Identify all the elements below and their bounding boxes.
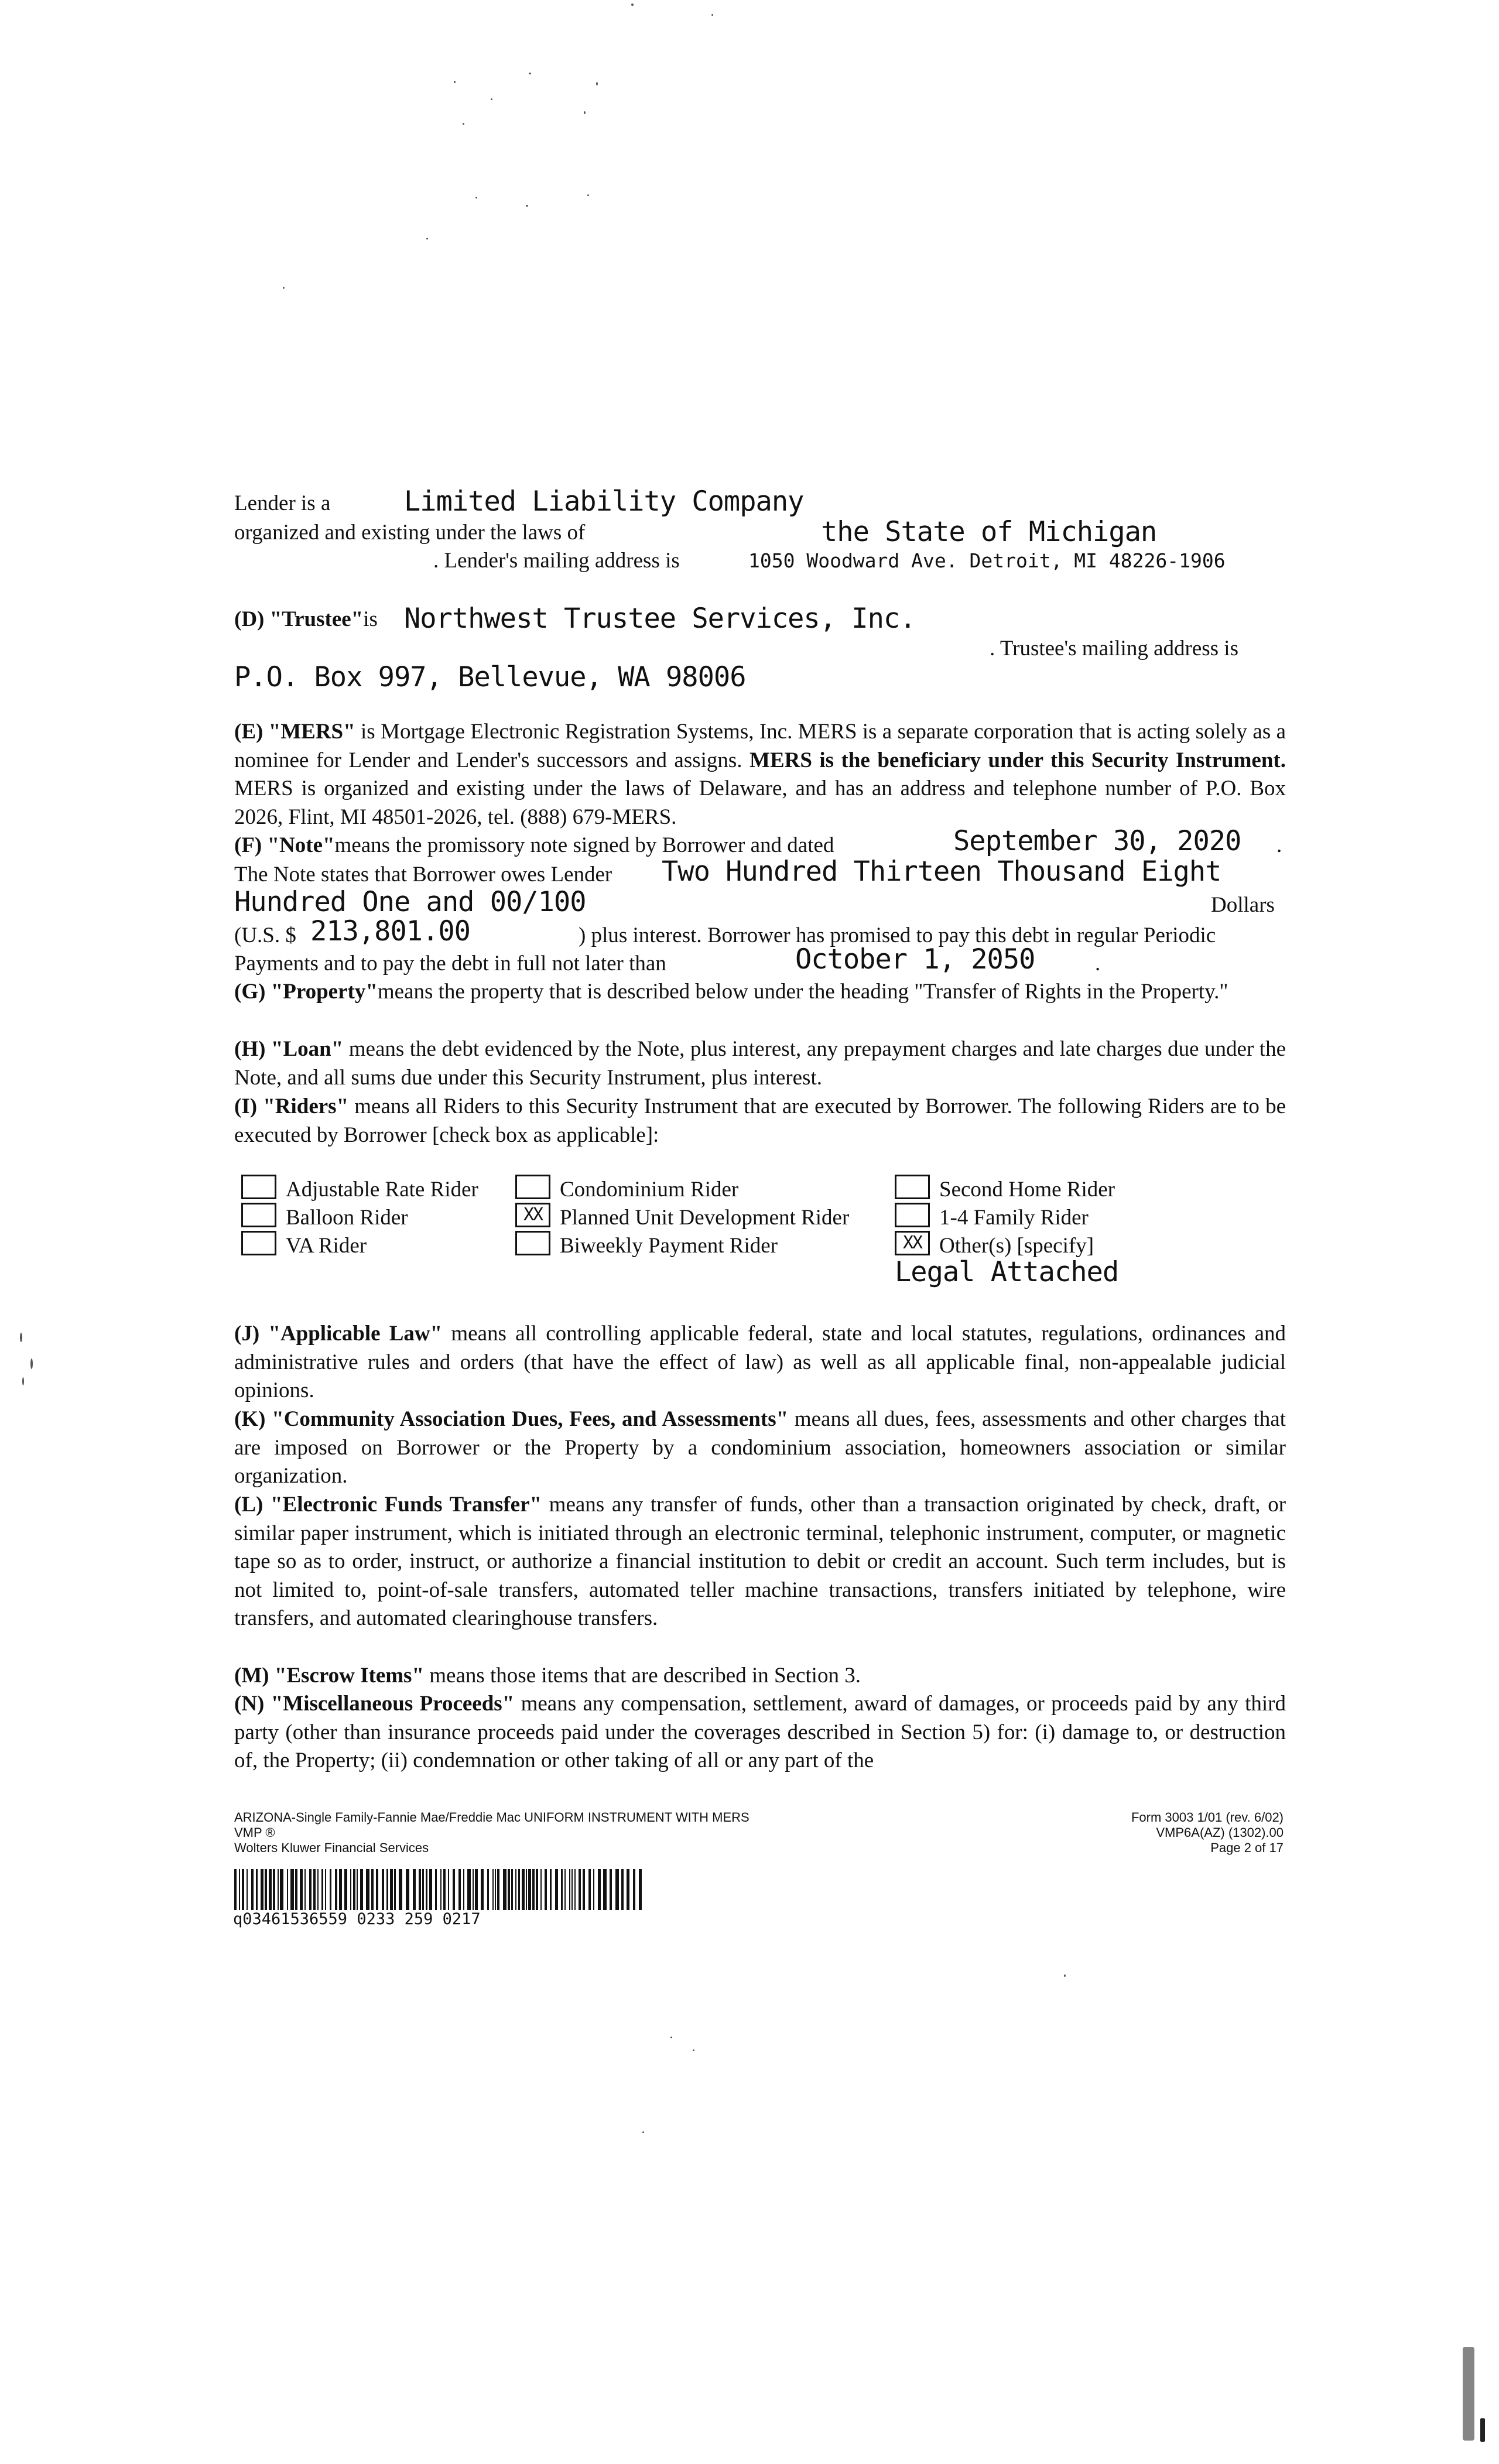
barcode-bar [357,1869,358,1910]
barcode-bar [458,1869,461,1910]
trustee-is-label: is [363,607,378,631]
barcode-bar [511,1869,513,1910]
barcode-bar [526,1869,527,1910]
scan-speck [30,1358,33,1369]
barcode-bar [390,1869,393,1910]
note-text1: means the promissory note signed by Borrower and dated [334,833,834,857]
footer-publisher: Wolters Kluwer Financial Services [234,1840,429,1855]
barcode-bar [639,1869,642,1910]
barcode-bar [555,1869,558,1910]
barcode-bar [487,1869,489,1910]
barcode-bar [376,1869,378,1910]
note-date: September 30, 2020 [953,825,1241,857]
rider-label-other: Other(s) [specify] [939,1234,1094,1258]
barcode-bar [467,1869,471,1910]
barcode-bar [304,1869,306,1910]
barcode-bar [295,1869,297,1910]
scan-speck [454,81,456,83]
barcode-bar [508,1869,510,1910]
barcode-bar [627,1869,629,1910]
barcode-bar [515,1869,516,1910]
barcode-bar [360,1869,363,1910]
barcode-bar [492,1869,494,1910]
rider-label-adjustable-rate: Adjustable Rate Rider [286,1178,478,1202]
escrow-letter: (M) [234,1664,269,1688]
lender-state: the State of Michigan [821,516,1157,548]
barcode-bar [481,1869,484,1910]
note-us-label: (U.S. $ [234,923,296,947]
barcode-bar [448,1869,449,1910]
barcode-bar [550,1869,552,1910]
barcode-bar [406,1869,409,1910]
escrow-text: means those items that are described in Section 3. [424,1664,861,1688]
mers-text2: MERS is organized and existing under the laws of Delaware, and has an address and telephone number of P.O. Box 2026, Flint, MI 48501-2026, tel. (888) 679-MERS. [234,776,1286,829]
trustee-letter: (D) [234,607,265,631]
rider-label-va: VA Rider [286,1234,367,1258]
barcode-bar [545,1869,547,1910]
escrow-term: "Escrow Items" [274,1664,424,1688]
lender-is-a-label: Lender is a [234,491,331,515]
scan-speck [491,98,492,100]
misc-text: means any compensation, settlement, award of damages, or proceeds paid by any third party (other than insurance proceeds paid under the coverages described in Section 5) for: (i) damage to, or destruction of, the Property; (ii) condemnation or other taking of all or any part of the [234,1692,1286,1772]
barcode-bar [463,1869,464,1910]
scan-speck [526,205,528,207]
loan-text: means the debt evidenced by the Note, plus interest, any prepayment charges and late charges due under the Note, and all sums due under this Security Instrument, plus interest. [234,1037,1286,1090]
barcode-bar [394,1869,396,1910]
barcode-bar [588,1869,591,1910]
barcode-bar [536,1869,538,1910]
community-term: "Community Association Dues, Fees, and Assessments" [272,1407,789,1431]
riders-text: means all Riders to this Security Instrument that are executed by Borrower. The following Riders are to be executed by Borrower [check box as applicable]: [234,1094,1286,1147]
barcode-bar [475,1869,478,1910]
barcode-bar [522,1869,525,1910]
eft-term: "Electronic Funds Transfer" [270,1493,542,1517]
barcode-bar [261,1869,263,1910]
barcode-bar [290,1869,294,1910]
barcode-bar [366,1869,369,1910]
rider-checkbox-condominium[interactable] [515,1175,550,1199]
barcode-bar [615,1869,619,1910]
barcode-bar [371,1869,374,1910]
barcode-bar [247,1869,248,1910]
mers-beneficiary-bold: MERS is the beneficiary under this Security Instrument. [750,748,1286,772]
barcode-bar [269,1869,272,1910]
note-amount-words-1: Two Hundred Thirteen Thousand Eight [662,855,1221,888]
barcode-bar [435,1869,437,1910]
rider-checkbox-adjustable-rate[interactable] [241,1175,276,1199]
barcode-bar [287,1869,288,1910]
rider-checkbox-va[interactable] [241,1231,276,1255]
rider-label-planned-unit-development: Planned Unit Development Rider [560,1206,850,1230]
eft-text: means any transfer of funds, other than a transaction originated by check, draft, or similar paper instrument, which is initiated through an electronic terminal, telephonic instrument, computer, or magnetic tape so as to order, instruct, or authorize a financial institution to debit or credit an account. Such term includes, but is not limited to, point-of-sale transfers, automated teller machine transactions, transfers initiated by telephone, wire transfers, and automated clearinghouse transfers. [234,1493,1286,1630]
footer-vmp-code: VMP6A(AZ) (1302).00 [1156,1825,1284,1840]
loan-letter: (H) [234,1037,266,1061]
scan-speck [463,123,464,125]
community-paragraph [234,1405,1286,1491]
note-text3: ) plus interest. Borrower has promised to pay this debt in regular Periodic [579,923,1216,947]
barcode-bar [598,1869,601,1910]
lender-mailing-label: . Lender's mailing address is [433,549,680,573]
barcode-bar [429,1869,432,1910]
barcode-bar [321,1869,323,1910]
eft-paragraph [234,1491,1286,1633]
barcode-bar [280,1869,283,1910]
barcode-bar [399,1869,402,1910]
mers-term: "MERS" [268,720,355,744]
scan-speck [711,14,713,16]
barcode-bar [344,1869,347,1910]
barcode-bar [571,1869,573,1910]
note-text4: Payments and to pay the debt in full not later than [234,952,666,976]
footer-vmp: VMP ® [234,1825,275,1840]
barcode-bar [440,1869,442,1910]
barcode-bar [278,1869,279,1910]
applicable-law-text: means all controlling applicable federal, state and local statutes, regulations, ordinances and administrative rules and orders (that have the effect of law) as well as all applicable final, non-appealable judicial opinions. [234,1322,1286,1402]
barcode-bar [583,1869,585,1910]
scan-speck [587,194,589,196]
rider-label-biweekly-payment: Biweekly Payment Rider [560,1234,778,1258]
barcode-bar [532,1869,535,1910]
note-term: "Note" [267,833,335,857]
barcode-bar [251,1869,254,1910]
rider-label-condominium: Condominium Rider [560,1178,739,1202]
misc-proceeds-paragraph [234,1690,1286,1775]
community-text: means all dues, fees, assessments and other charges that are imposed on Borrower or the Property by a condominium association, homeowners association or similar organization. [234,1407,1286,1488]
barcode-bar [350,1869,351,1910]
scan-speck [475,197,477,199]
trustee-term: "Trustee" [269,607,364,631]
barcode-bar [528,1869,531,1910]
mers-letter: (E) [234,720,263,744]
property-letter: (G) [234,980,266,1004]
barcode-bar [426,1869,427,1910]
barcode-bar [386,1869,388,1910]
rider-checkbox-balloon[interactable] [241,1203,276,1227]
applicable-law-term: "Applicable Law" [268,1322,443,1346]
lender-mailing-address: 1050 Woodward Ave. Detroit, MI 48226-1906 [748,549,1226,572]
barcode-bar [413,1869,416,1910]
barcode-bar [335,1869,337,1910]
barcode-bar [382,1869,384,1910]
note-letter: (F) [234,833,262,857]
footer-page-number: Page 2 of 17 [1210,1840,1284,1855]
barcode-bar [574,1869,576,1910]
note-maturity-date: October 1, 2050 [795,943,1035,976]
lender-entity-type: Limited Liability Company [404,485,804,518]
barcode-bar [443,1869,446,1910]
scan-speck [670,2037,672,2038]
scan-speck [642,2131,644,2133]
property-paragraph [234,978,1286,1007]
rider-checkbox-biweekly-payment[interactable] [515,1231,550,1255]
barcode-bar [353,1869,355,1910]
scan-speck [1480,2418,1485,2442]
applicable-law-paragraph [234,1320,1286,1405]
barcode-bar [300,1869,303,1910]
rider-label-balloon: Balloon Rider [286,1206,408,1230]
rider-checkbox-second-home[interactable] [895,1175,930,1199]
scan-speck [22,1377,24,1385]
note-amount: 213,801.00 [310,915,470,947]
property-term: "Property" [271,980,378,1004]
barcode-bar [273,1869,275,1910]
barcode-bar [621,1869,624,1910]
barcode-bar [518,1869,520,1910]
barcode-bar [256,1869,258,1910]
scan-speck [20,1333,22,1342]
trustee-heading [234,605,378,634]
barcode-bar [239,1869,240,1910]
trustee-address: P.O. Box 997, Bellevue, WA 98006 [234,661,746,693]
barcode-bar [603,1869,607,1910]
barcode-bar [495,1869,496,1910]
lender-organized-label: organized and existing under the laws of [234,521,586,545]
riders-letter: (I) [234,1094,258,1118]
barcode-bar [339,1869,342,1910]
rider-other-specify: Legal Attached [895,1256,1119,1288]
eft-letter: (L) [234,1493,263,1517]
rider-label-1-4-family: 1-4 Family Rider [939,1206,1089,1230]
note-owes-label: The Note states that Borrower owes Lender [234,863,612,887]
misc-term: "Miscellaneous Proceeds" [271,1692,515,1716]
barcode-bar [325,1869,326,1910]
barcode-bar [330,1869,331,1910]
barcode-bar [265,1869,267,1910]
escrow-paragraph [234,1662,1286,1690]
misc-letter: (N) [234,1692,265,1716]
barcode-number: q03461536559 0233 259 0217 [233,1910,481,1928]
trustee-name: Northwest Trustee Services, Inc. [404,603,916,635]
barcode-bar [540,1869,542,1910]
community-letter: (K) [234,1407,266,1431]
barcode-bar [317,1869,319,1910]
mers-paragraph [234,718,1286,831]
trustee-mailing-label: . Trustee's mailing address is [990,636,1238,661]
barcode-bar [453,1869,455,1910]
loan-term: "Loan" [271,1037,344,1061]
barcode-bar [579,1869,581,1910]
barcode [234,1869,644,1910]
rider-label-second-home: Second Home Rider [939,1178,1115,1202]
riders-term: "Riders" [263,1094,349,1118]
scan-speck [529,73,531,74]
note-amount-words-2: Hundred One and 00/100 [234,886,586,918]
barcode-bar [633,1869,635,1910]
scan-speck [1463,2347,1474,2441]
barcode-bar [313,1869,316,1910]
rider-checkbox-1-4-family[interactable] [895,1203,930,1227]
scan-speck [584,111,586,114]
riders-paragraph [234,1093,1286,1149]
mers-text1: is Mortgage Electronic Registration Systems, Inc. MERS is a separate corporation that is acting solely as a nominee for Lender and Lender's successors and assigns. [234,720,1286,772]
barcode-bar [473,1869,474,1910]
applicable-law-letter: (J) [234,1322,260,1346]
loan-paragraph [234,1035,1286,1092]
barcode-bar [503,1869,506,1910]
note-dollars-label: Dollars [1211,893,1275,917]
barcode-bar [561,1869,563,1910]
scan-speck [1064,1974,1066,1977]
barcode-bar [242,1869,244,1910]
barcode-bar [234,1869,237,1910]
property-text: means the property that is described below under the heading "Transfer of Rights in the Property." [377,980,1228,1004]
scan-speck [693,2049,694,2051]
scan-speck [631,4,634,6]
rider-checkbox-other[interactable]: XX [895,1231,930,1255]
barcode-bar [569,1869,570,1910]
scan-speck [596,82,598,85]
footer-form-number: Form 3003 1/01 (rev. 6/02) [1131,1810,1284,1825]
rider-checkbox-planned-unit-development[interactable]: XX [515,1203,550,1227]
scan-speck [283,287,285,289]
note-date-period: . [1276,833,1282,857]
barcode-bar [309,1869,312,1910]
footer-form-title: ARIZONA-Single Family-Fannie Mae/Freddie Mac UNIFORM INSTRUMENT WITH MERS [234,1810,750,1825]
barcode-bar [593,1869,594,1910]
barcode-bar [497,1869,499,1910]
barcode-bar [610,1869,612,1910]
barcode-bar [419,1869,421,1910]
barcode-bar [564,1869,566,1910]
scan-speck [426,238,428,239]
note-end-period: . [1095,952,1101,976]
barcode-bar [422,1869,424,1910]
